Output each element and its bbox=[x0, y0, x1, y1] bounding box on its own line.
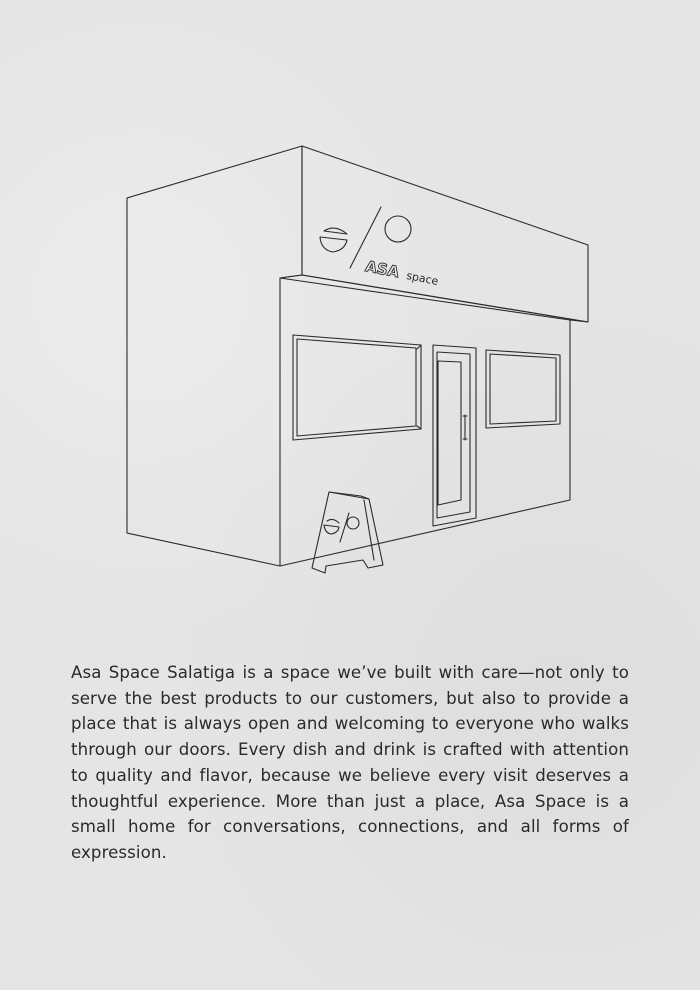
left-window-frame bbox=[293, 335, 421, 440]
sign-sub-text: space bbox=[405, 269, 440, 288]
board-bowl-icon bbox=[324, 525, 339, 534]
door-handle bbox=[463, 415, 467, 440]
right-window-frame bbox=[486, 350, 560, 428]
sandwich-board bbox=[312, 492, 383, 573]
right-window-inner bbox=[490, 354, 556, 424]
door-glass bbox=[438, 361, 461, 505]
sign-brand-text: ASA bbox=[363, 257, 401, 282]
building-left-wall bbox=[127, 146, 302, 566]
board-circle-icon bbox=[347, 517, 359, 529]
sign-circle-icon bbox=[385, 216, 411, 242]
board-slash-icon bbox=[340, 513, 349, 542]
sign-bowl-icon bbox=[320, 237, 347, 252]
left-window-inner bbox=[297, 339, 416, 436]
description-paragraph: Asa Space Salatiga is a space we’ve built with care—not only to serve the best products to our customers, but also to provide a place that is always open and welcoming to everyone who walks through our doors. Every dish and drink is crafted with attention to quality and flavor, because we believe every visit deserves a thoughtful experience. More than just a place, Asa Space is a small home for conversations, connections, and all forms of expression. bbox=[71, 663, 629, 862]
